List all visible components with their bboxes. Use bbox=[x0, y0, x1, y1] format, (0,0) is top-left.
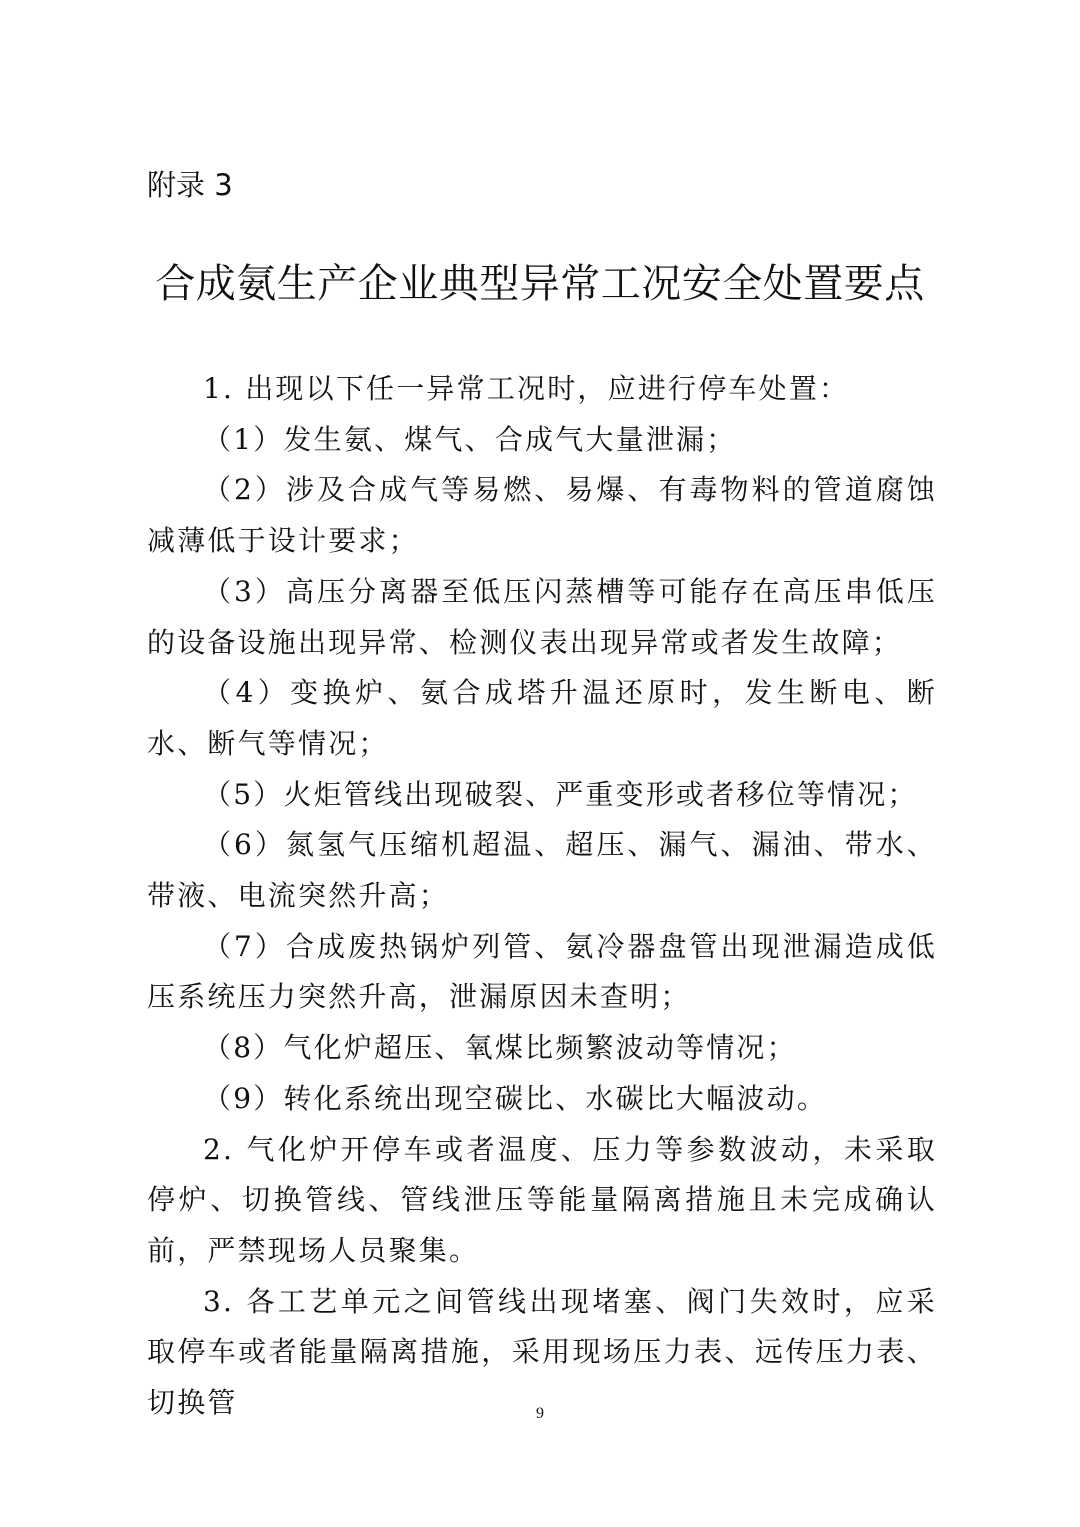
document-title: 合成氨生产企业典型异常工况安全处置要点 bbox=[155, 261, 925, 307]
document-body bbox=[147, 364, 937, 1429]
page-number: 9 bbox=[536, 1405, 544, 1422]
list-item-2: （2）涉及合成气等易燃、易爆、有毒物料的管道腐蚀减薄低于设计要求； bbox=[147, 473, 937, 558]
appendix-label: 附录 3 bbox=[147, 168, 233, 202]
list-item-5: （5）火炬管线出现破裂、严重变形或者移位等情况； bbox=[203, 777, 918, 811]
list-item-1: （1）发生氨、煤气、合成气大量泄漏； bbox=[203, 422, 737, 456]
list-item-9: （9）转化系统出现空碳比、水碳比大幅波动。 bbox=[203, 1081, 828, 1115]
paragraph-1: 1. 出现以下任一异常工况时，应进行停车处置： bbox=[203, 372, 850, 405]
list-item-7: （7）合成废热锅炉列管、氨冷器盘管出现泄漏造成低压系统压力突然升高，泄漏原因未查明； bbox=[147, 929, 937, 1014]
paragraph-2: 2. 气化炉开停车或者温度、压力等参数波动，未采取停炉、切换管线、管线泄压等能量隔离措施且未完成确认前，严禁现场人员聚集。 bbox=[147, 1132, 937, 1267]
paragraph-3: 3. 各工艺单元之间管线出现堵塞、阀门失效时，应采取停车或者能量隔离措施，采用现场压力表、远传压力表、切换管 bbox=[147, 1284, 937, 1420]
list-item-4: （4）变换炉、氨合成塔升温还原时，发生断电、断水、断气等情况； bbox=[147, 676, 937, 760]
list-item-3: （3）高压分离器至低压闪蒸槽等可能存在高压串低压的设备设施出现异常、检测仪表出现异常或者发生故障； bbox=[147, 574, 937, 659]
list-item-8: （8）气化炉超压、氧煤比频繁波动等情况； bbox=[203, 1031, 797, 1065]
list-item-6: （6）氮氢气压缩机超温、超压、漏气、漏油、带水、带液、电流突然升高； bbox=[147, 828, 937, 913]
